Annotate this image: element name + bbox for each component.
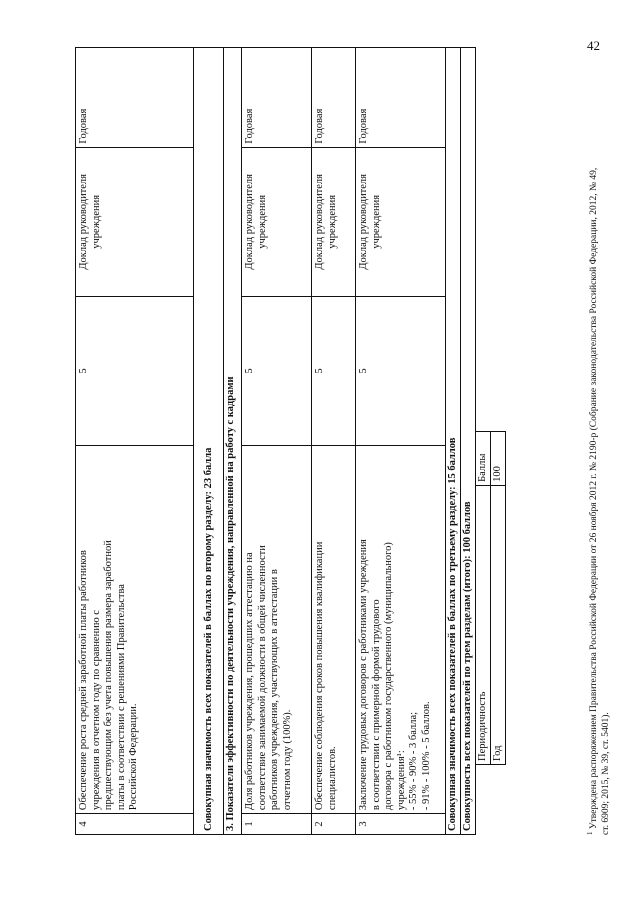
points-cell: 5 xyxy=(356,297,446,446)
footnote-line xyxy=(585,5,601,835)
footnote-text: Утверждена распоряжением Правительства Российской Федерации от 26 ноября 2012 г. № 2190-р (Собрание законодательства Российской Федерации, 2012, № 49, xyxy=(589,167,600,830)
table-row xyxy=(312,48,356,835)
row-number: 2 xyxy=(312,814,356,835)
text-line: Обеспечение роста средней заработной платы работников xyxy=(78,550,89,811)
section3-title: 3. Показатели эффективности по деятельности учреждения, направленной на работу с кадрами xyxy=(224,48,242,835)
period-cell: Годовая xyxy=(312,48,356,148)
text-line: предшествующим без учета повышения размера заработной xyxy=(103,540,114,811)
text-line: Обеспечение соблюдения сроков повышения квалификации xyxy=(314,541,325,811)
page-number: 42 xyxy=(587,38,600,53)
table-row xyxy=(446,48,461,835)
text-line: соответствие занимаемой должности в общей численности xyxy=(256,545,268,811)
indicator-text xyxy=(312,446,356,814)
period-cell: Годовая xyxy=(356,48,446,148)
table-row xyxy=(461,48,476,835)
footnote-line: ст. 6909; 2015, № 39, ст. 5401). xyxy=(600,712,611,835)
points-cell: 5 xyxy=(312,297,356,446)
source-cell: Доклад руководителя учреждения xyxy=(356,147,446,296)
summary-label: Год xyxy=(491,485,506,764)
footnote xyxy=(585,5,612,835)
indicator-text xyxy=(356,446,446,814)
text-line: - 55% - 90% - 3 балла; xyxy=(408,711,419,811)
row-number: 4 xyxy=(76,814,194,835)
source-cell: Доклад руководителя учреждения xyxy=(312,147,356,296)
table-row xyxy=(224,48,242,835)
period-cell: Годовая xyxy=(242,48,312,148)
text-line: отчетном году (100%). xyxy=(281,709,293,811)
points-cell: 5 xyxy=(242,297,312,446)
summary-table xyxy=(475,431,506,765)
indicators-table xyxy=(75,47,476,835)
text-line: учреждения в отчетном году по сравнению с xyxy=(90,610,102,811)
text-line: - 91% - 100% - 5 баллов. xyxy=(420,701,432,811)
text-line: в соответствии с примерной формой трудового xyxy=(370,599,382,811)
indicator-text xyxy=(242,446,312,814)
text-line: Российской Федерации. xyxy=(128,703,139,811)
text-line: Заключение трудовых договоров с работниками учреждения xyxy=(358,539,369,811)
grand-total: Совокупность всех показателей по трем разделам (итого): 100 баллов xyxy=(461,48,476,835)
section3-total: Совокупная значимость всех показателей в баллах по третьему разделу: 15 баллов xyxy=(446,48,461,835)
text-line: учреждения¹: xyxy=(395,750,407,811)
footnote-marker: 1 xyxy=(586,831,594,835)
points-cell: 5 xyxy=(76,297,194,446)
table-row xyxy=(491,432,506,765)
table-row xyxy=(242,48,312,835)
row-number: 3 xyxy=(356,814,446,835)
table-row xyxy=(76,48,194,835)
text-line: специалистов. xyxy=(326,746,338,811)
table-row xyxy=(356,48,446,835)
indicator-text xyxy=(76,446,194,814)
row-number: 1 xyxy=(242,814,312,835)
source-cell: Доклад руководителя учреждения xyxy=(76,147,194,296)
text-line: работников учреждения, участвующих в аттестации в xyxy=(269,569,280,811)
source-cell: Доклад руководителя учреждения xyxy=(242,147,312,296)
text-line: Доля работников учреждения, прошедших аттестацию на xyxy=(244,552,255,811)
period-cell: Годовая xyxy=(76,48,194,148)
text-line: договора с работником государственного (муниципального) xyxy=(383,542,394,811)
summary-label: Периодичность xyxy=(476,485,491,764)
text-line: платы в соответствии с решениями Правительства xyxy=(115,584,127,811)
table-row xyxy=(194,48,224,835)
table-row xyxy=(476,432,491,765)
section2-total: Совокупная значимость всех показателей в баллах по второму разделу: 23 балла xyxy=(194,48,224,835)
summary-value: 100 xyxy=(491,432,506,486)
summary-value: Баллы xyxy=(476,432,491,486)
